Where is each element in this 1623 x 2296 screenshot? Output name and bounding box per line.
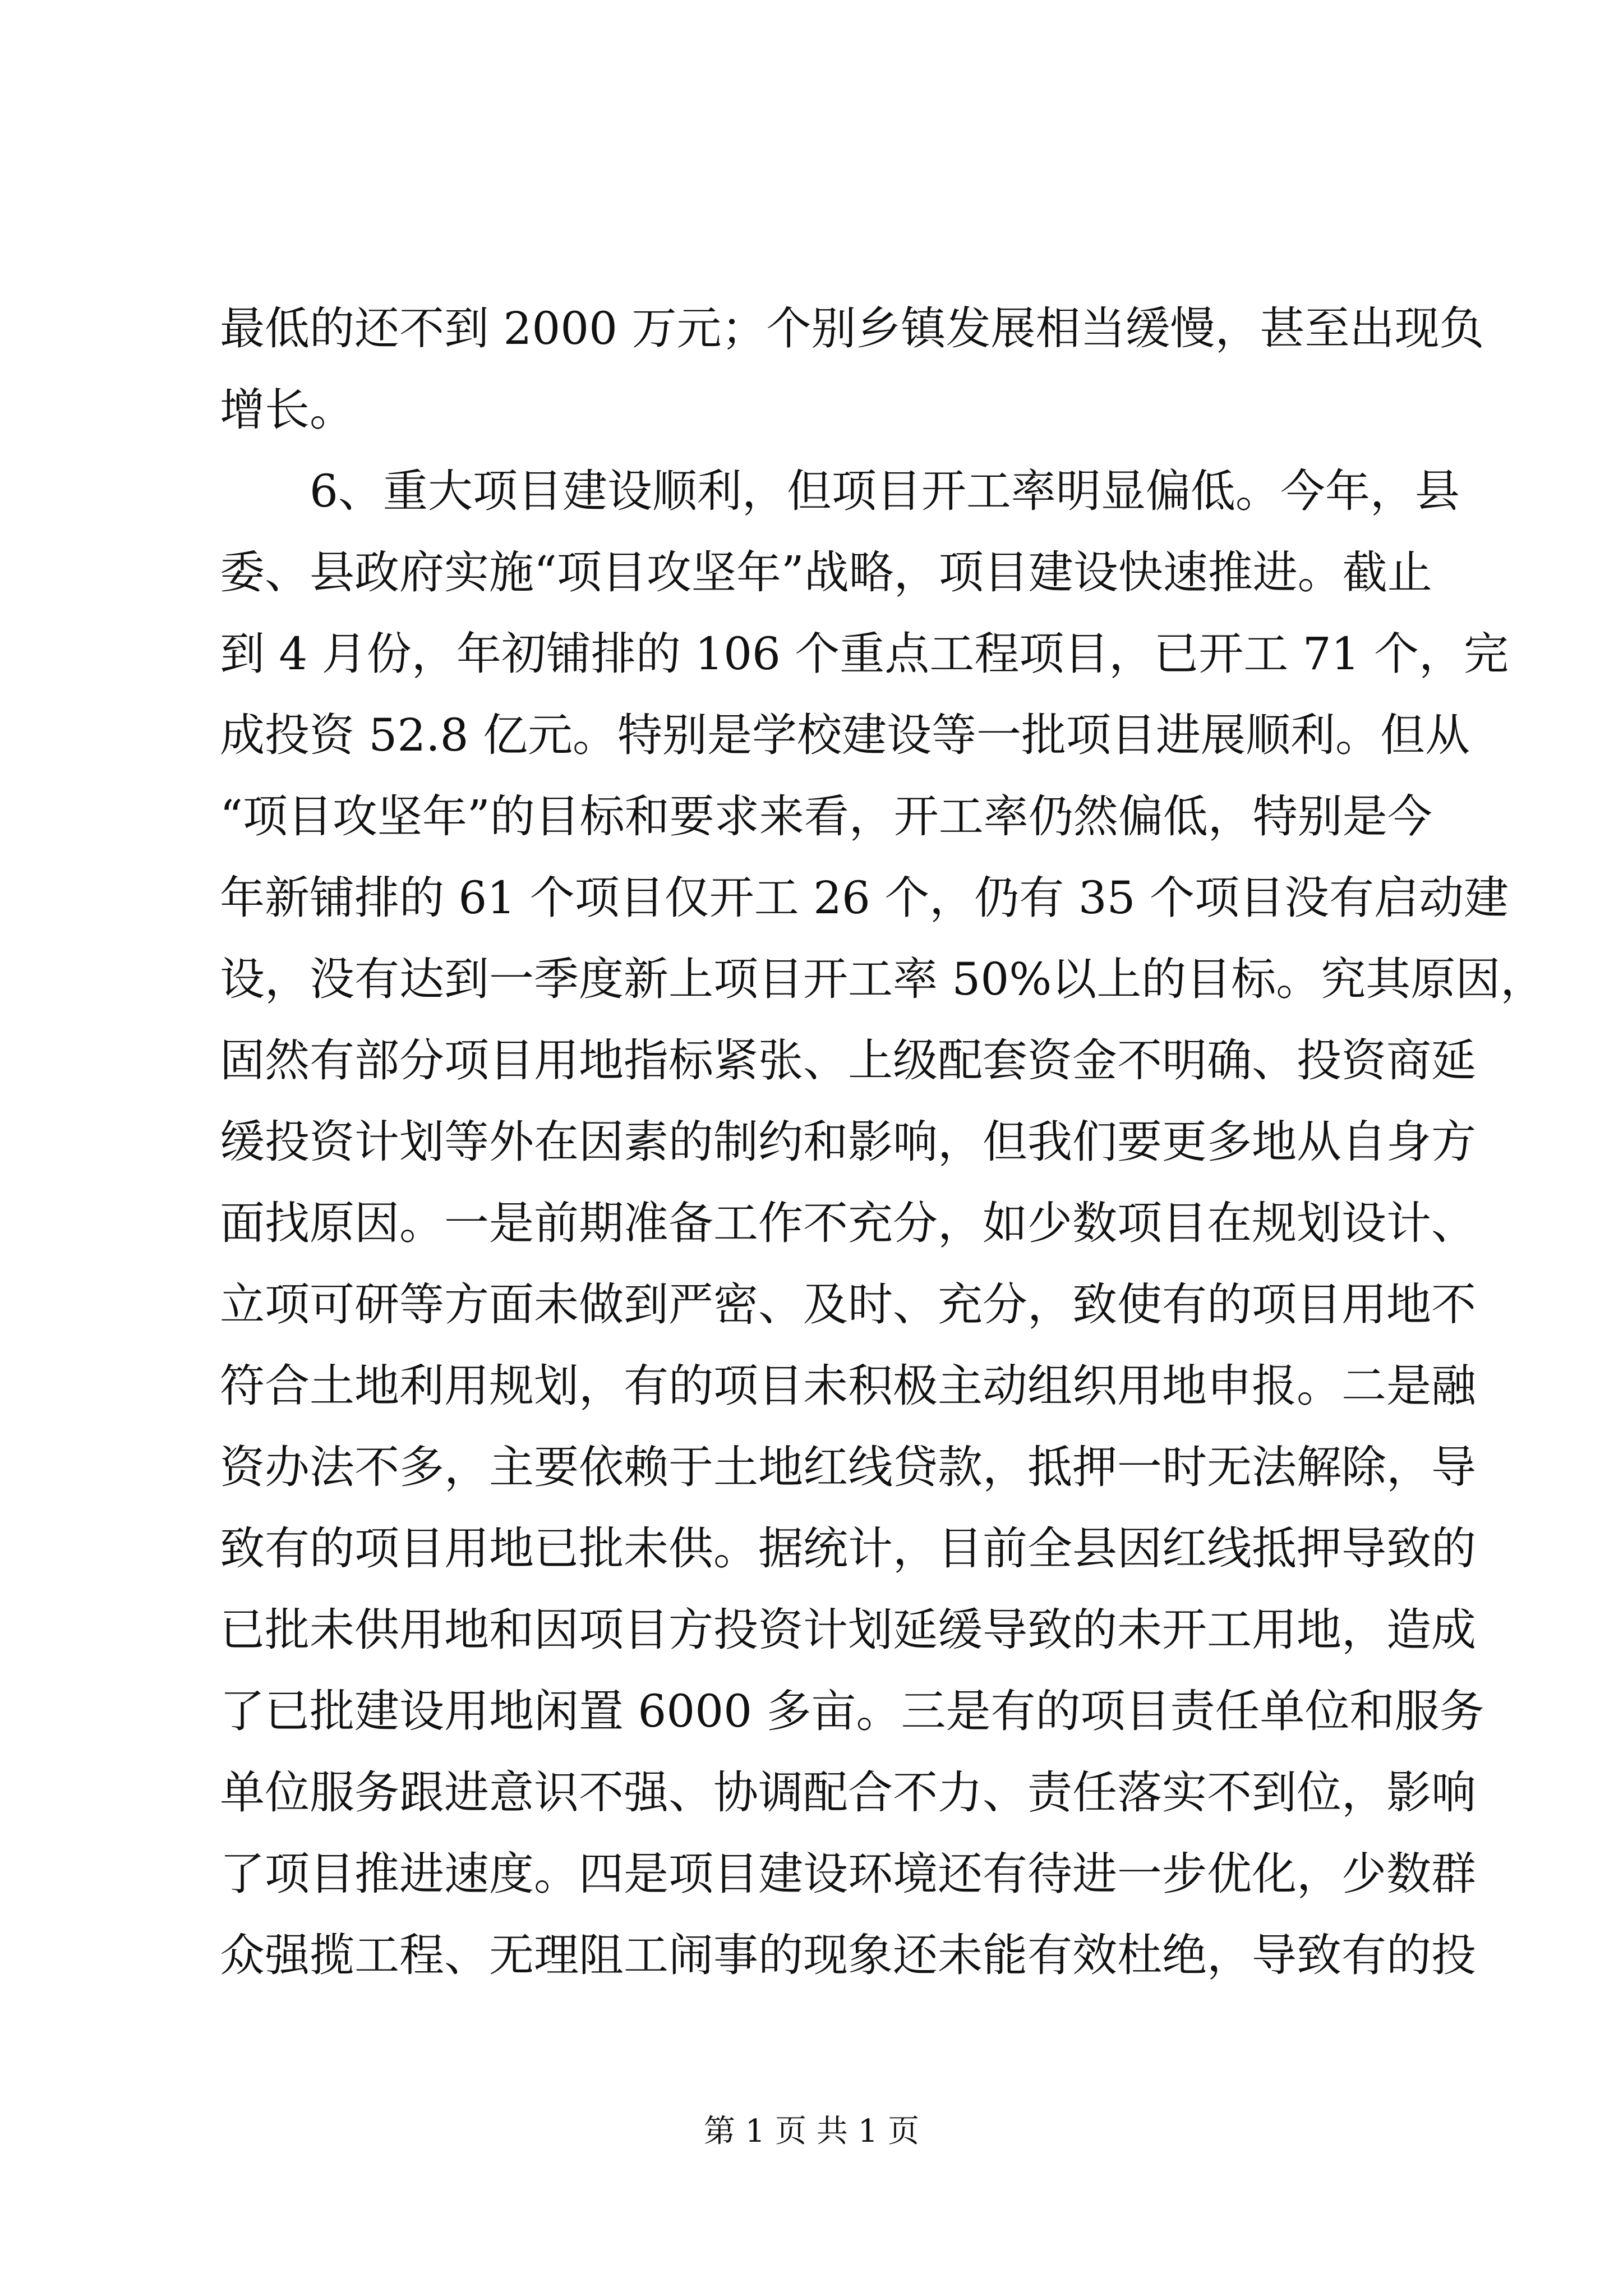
text-line: 了项目推进速度。四是项目建设环境还有待进一步优化，少数群: [220, 1848, 1476, 1900]
text-line: 缓投资计划等外在因素的制约和影响，但我们要更多地从自身方: [220, 1116, 1476, 1168]
text-line: 6、重大项目建设顺利，但项目开工率明显偏低。今年，县: [310, 465, 1460, 517]
text-line: 资办法不多，主要依赖于土地红线贷款，抵押一时无法解除，导: [220, 1441, 1476, 1493]
text-line: 了已批建设用地闲置 6000 多亩。三是有的项目责任单位和服务: [220, 1685, 1484, 1737]
text-line: 面找原因。一是前期准备工作不充分，如少数项目在规划设计、: [220, 1197, 1476, 1249]
text-line: “项目攻坚年”的目标和要求来看，开工率仍然偏低，特别是今: [220, 790, 1432, 843]
text-line: 符合土地利用规划，有的项目未积极主动组织用地申报。二是融: [220, 1360, 1476, 1412]
text-line: 致有的项目用地已批未供。据统计，目前全县因红线抵押导致的: [220, 1522, 1476, 1575]
text-line: 到 4 月份，年初铺排的 106 个重点工程项目，已开工 71 个，完: [220, 628, 1509, 680]
body-text: [220, 288, 1546, 1996]
text-line: 年新铺排的 61 个项目仅开工 26 个，仍有 35 个项目没有启动建: [220, 872, 1509, 924]
text-line: 增长。: [220, 384, 354, 436]
text-line: 固然有部分项目用地指标紧张、上级配套资金不明确、投资商延: [220, 1034, 1476, 1087]
text-line: 设，没有达到一季度新上项目开工率 50%以上的目标。究其原因，: [220, 953, 1546, 1005]
text-line: 成投资 52.8 亿元。特别是学校建设等一批项目进展顺利。但从: [220, 709, 1470, 761]
page-footer: 第 1 页 共 1 页: [703, 2113, 920, 2150]
text-line: 立项可研等方面未做到严密、及时、充分，致使有的项目用地不: [220, 1278, 1476, 1331]
text-line: 委、县政府实施“项目攻坚年”战略，项目建设快速推进。截止: [220, 546, 1432, 599]
text-line: 最低的还不到 2000 万元；个别乡镇发展相当缓慢，甚至出现负: [220, 302, 1484, 355]
text-line: 单位服务跟进意识不强、协调配合不力、责任落实不到位，影响: [220, 1766, 1476, 1819]
text-line: 众强揽工程、无理阻工闹事的现象还未能有效杜绝，导致有的投: [220, 1929, 1476, 1981]
text-line: 已批未供用地和因项目方投资计划延缓导致的未开工用地，造成: [220, 1604, 1476, 1656]
